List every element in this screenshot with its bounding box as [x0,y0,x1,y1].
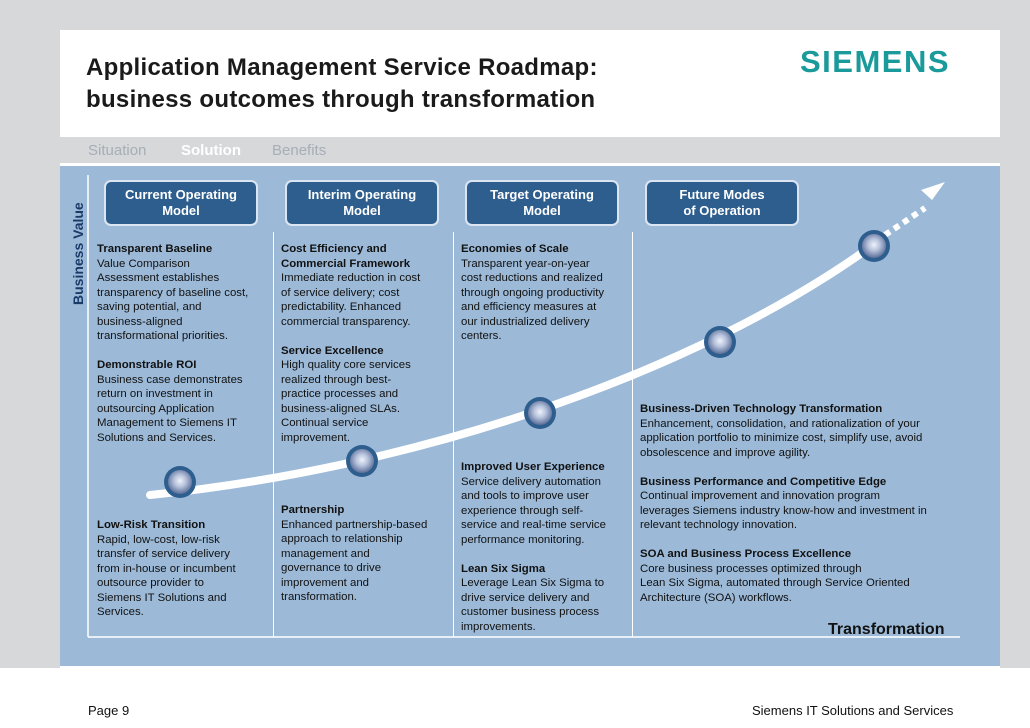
stage-1-line-1: Current Operating [125,187,237,202]
col1-bottom-text [97,518,272,620]
block-heading: Economies of Scale [461,243,569,255]
block-line: our industrialized delivery [461,315,590,328]
block-line: outsourcing Application [97,402,215,415]
x-axis-label: Transformation [828,621,945,638]
block-line: Leverage Lean Six Sigma to [461,577,605,589]
block-heading: Lean Six Sigma [461,562,546,575]
block-line: service and real-time service [461,519,606,531]
block-heading: Service Excellence [281,344,384,357]
stage-2-line-2: Model [343,203,381,218]
block-line: commercial transparency. [281,315,411,328]
block-line: relevant technology innovation. [640,519,798,531]
block-line: Business case demonstrates [97,373,243,386]
block-line: Enhanced partnership-based [281,518,428,531]
block-line: drive service delivery and [461,591,590,604]
block-line: management and [281,547,370,560]
col1-top-text [97,242,272,445]
col3-top-text [461,242,631,344]
block-line: Value Comparison [97,257,190,270]
block-heading: Demonstrable ROI [97,359,197,371]
block-line: transparency of baseline cost, [97,286,249,299]
y-axis-label: Business Value [70,202,86,305]
block-line: Services. [97,606,144,618]
block-line: centers. [461,330,502,342]
milestone-node-4 [704,326,736,358]
tab-benefits[interactable]: Benefits [272,142,327,159]
curve-arrowhead [921,182,945,200]
siemens-logo: SIEMENS [800,44,951,79]
block-spacer [640,460,960,475]
milestone-node-1 [164,466,196,498]
stage-interim-operating-model [285,180,439,226]
column-divider-3 [632,232,633,637]
stage-2-line-1: Interim Operating [307,187,417,202]
block-line: Continual improvement and innovation program [640,490,880,502]
block-line: Lean Six Sigma, automated through Service Oriented [640,577,910,589]
title-line-1: Application Management Service Roadmap: [86,54,598,81]
block-heading: Partnership [281,504,345,516]
col3-bottom-text [461,460,631,634]
stage-current-operating-model [104,180,258,226]
milestone-node-5 [858,230,890,262]
block-line: obsolescence and improve agility. [640,446,811,459]
block-line: Assessment establishes [97,272,220,284]
block-line: outsource provider to [97,577,205,589]
stage-3-line-1: Target Operating [490,187,594,202]
block-line: improvement. [281,431,351,444]
block-heading: Business Performance and Competitive Edge [640,475,887,488]
block-line: Rapid, low-cost, low-risk [97,533,220,546]
block-line: governance to drive [281,562,382,574]
block-line: business-aligned [97,315,183,328]
stage-4-line-2: of Operation [683,203,761,218]
block-line: improvement and [281,576,370,589]
block-line: transfer of service delivery [97,548,230,560]
block-line: saving potential, and [97,301,202,313]
block-heading: Improved User Experience [461,461,605,473]
block-line: approach to relationship [281,533,403,545]
block-line: and tools to improve user [461,490,589,502]
block-line: leverages Siemens industry know-how and investment in [640,504,927,517]
copyright-text: Copyright © Siemens AG 2010. All rights reserved. [570,677,906,693]
block-line: performance monitoring. [461,533,585,546]
stage-1-line-2: Model [162,203,200,218]
block-heading: Transparent Baseline [97,243,213,255]
col2-top-text [281,242,451,445]
block-line: High quality core services [281,359,411,371]
block-line: Siemens IT Solutions and [97,591,227,604]
block-line: and efficiency measures at [461,301,597,313]
stage-target-operating-model [465,180,619,226]
block-line: Solutions and Services. [97,431,217,444]
block-line: of service delivery; cost [281,286,400,299]
block-line: transformation. [281,591,357,603]
block-line: transformational priorities. [97,330,229,342]
block-line: predictability. Enhanced [281,301,402,313]
tab-solution[interactable]: Solution [181,142,241,159]
title-line-2: business outcomes through transformation [86,86,596,113]
block-line: experience through self- [461,504,584,517]
block-line: Core business processes optimized through [640,562,862,575]
block-line: realized through best- [281,373,392,386]
block-line: from in-house or incumbent [97,562,236,575]
block-line: cost reductions and realized [461,272,603,284]
block-line: return on investment in [97,388,213,400]
stage-4-line-1: Future Modes [679,187,765,202]
block-spacer [97,344,272,359]
block-line: improvements. [461,620,536,633]
milestone-node-3 [524,397,556,429]
block-line: Management to Siemens IT [97,417,237,429]
tab-situation[interactable]: Situation [88,142,147,159]
block-line: Transparent year-on-year [461,257,590,270]
block-line: Architecture (SOA) workflows. [640,591,792,604]
block-line: Enhancement, consolidation, and rationalization of your [640,417,920,430]
stage-future-modes [645,180,799,226]
block-line: Service delivery automation [461,475,601,488]
col2-bottom-text [281,503,451,605]
col4-text [640,402,960,605]
block-line: customer business process [461,606,600,618]
column-divider-2 [453,232,454,637]
block-heading: Low-Risk Transition [97,519,206,531]
company-name: Siemens IT Solutions and Services [752,703,954,718]
block-spacer [640,533,960,548]
block-heading: Commercial Framework [281,257,411,270]
block-heading: Cost Efficiency and [281,243,387,255]
block-line: Immediate reduction in cost [281,272,421,284]
stage-3-line-2: Model [523,203,561,218]
block-line: business-aligned SLAs. [281,402,401,415]
block-line: practice processes and [281,388,399,400]
milestone-node-2 [346,445,378,477]
block-line: through ongoing productivity [461,286,605,299]
block-line: application portfolio to minimize cost, simplify use, avoid [640,432,923,444]
block-spacer [461,547,631,562]
block-spacer [281,329,451,344]
block-heading: Business-Driven Technology Transformation [640,403,883,415]
block-heading: SOA and Business Process Excellence [640,548,852,560]
block-line: Continual service [281,417,369,429]
column-divider-1 [273,232,274,637]
page-number: Page 9 [88,703,130,718]
curve-dashed-extension [885,208,925,235]
